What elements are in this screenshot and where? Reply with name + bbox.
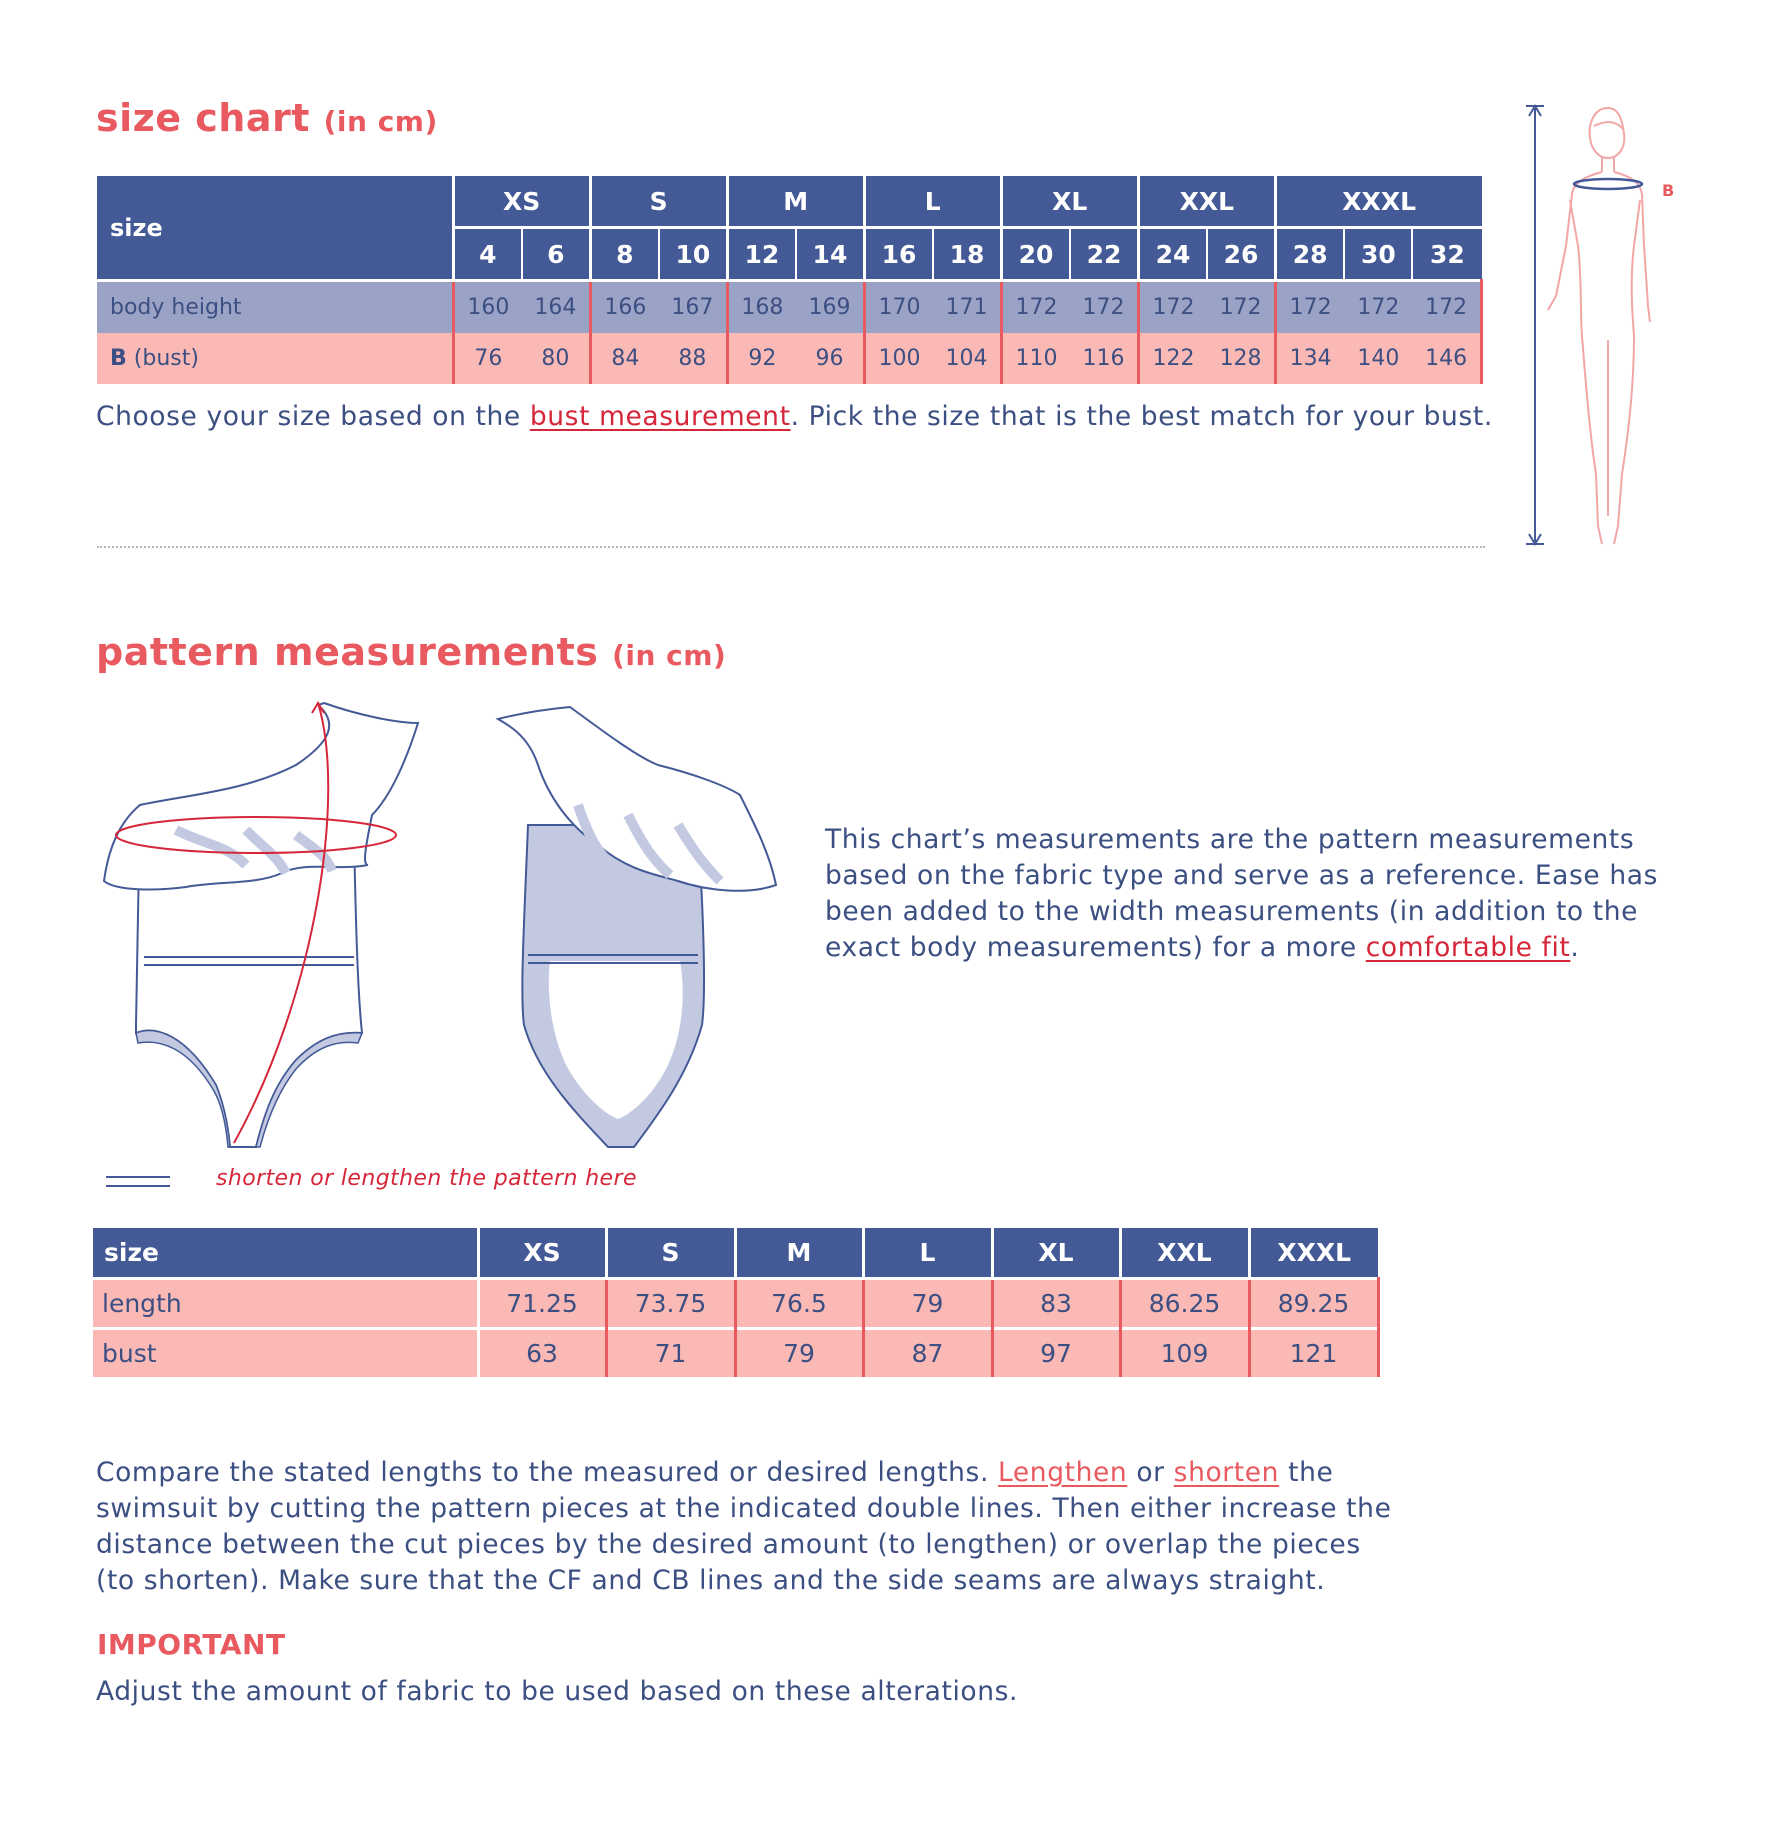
size-number: 26 [1207, 228, 1275, 281]
size-note-text-end: . Pick the size that is the best match for your bust. [790, 401, 1493, 432]
body-height-value: 172 [1070, 281, 1138, 334]
body-height-value: 164 [522, 281, 590, 334]
pattern-length-value: 89.25 [1249, 1279, 1378, 1329]
size-number: 18 [933, 228, 1001, 281]
size-group-xxxl: XXXL [1275, 176, 1481, 228]
bust-value: 116 [1070, 333, 1138, 384]
size-group-xxl: XXL [1138, 176, 1275, 228]
bust-line-icon [1574, 179, 1642, 189]
size-group-xl: XL [1001, 176, 1138, 228]
pattern-title-text: pattern measurements [96, 630, 599, 674]
body-figure-illustration [1510, 96, 1700, 556]
shorten-link[interactable]: shorten [1173, 1457, 1280, 1488]
pattern-length-value: 71.25 [478, 1279, 606, 1329]
pattern-bust-label: bust [93, 1329, 478, 1378]
size-number: 16 [864, 228, 933, 281]
section-divider [97, 546, 1485, 548]
size-group-xs: XS [453, 176, 590, 228]
compare-paragraph [96, 1455, 1396, 1599]
pattern-bust-value: 71 [606, 1329, 735, 1378]
bust-value: 128 [1207, 333, 1275, 384]
bust-value: 110 [1001, 333, 1070, 384]
woman-silhouette-icon [1548, 108, 1650, 544]
size-chart-title [96, 96, 438, 140]
pattern-length-row [93, 1279, 1378, 1329]
size-number: 22 [1070, 228, 1138, 281]
size-number: 20 [1001, 228, 1070, 281]
size-group-l: L [864, 176, 1001, 228]
pattern-bust-value: 79 [735, 1329, 863, 1378]
size-group-s: S [590, 176, 727, 228]
size-number: 24 [1138, 228, 1207, 281]
pattern-table-header [93, 1228, 1378, 1279]
bust-label-text: (bust) [133, 346, 199, 371]
pattern-bust-value: 121 [1249, 1329, 1378, 1378]
pattern-bust-row [93, 1329, 1378, 1378]
pattern-size-label: size [93, 1228, 478, 1279]
comfortable-fit-link[interactable]: comfortable fit [1365, 932, 1571, 963]
size-note-text: Choose your size based on the [96, 401, 530, 432]
height-arrow-icon [1526, 106, 1544, 544]
pattern-size-xxxl: XXXL [1249, 1228, 1378, 1279]
important-heading: IMPORTANT [97, 1628, 286, 1661]
important-text: Adjust the amount of fabric to be used based on these alterations. [96, 1676, 1019, 1707]
body-height-label: body height [97, 281, 453, 334]
compare-mid: or [1127, 1457, 1174, 1488]
size-number: 32 [1412, 228, 1481, 281]
body-height-value: 160 [453, 281, 522, 334]
size-number: 6 [522, 228, 590, 281]
pattern-size-l: L [863, 1228, 992, 1279]
pattern-bust-value: 87 [863, 1329, 992, 1378]
size-chart-title-unit: (in cm) [323, 105, 438, 138]
swimsuit-front-illustration [96, 695, 436, 1155]
body-height-value: 172 [1207, 281, 1275, 334]
body-height-value: 172 [1138, 281, 1207, 334]
size-number: 14 [796, 228, 864, 281]
lengthen-link[interactable]: Lengthen [998, 1457, 1128, 1488]
bust-row [97, 333, 1482, 384]
size-number: 12 [727, 228, 796, 281]
bust-value: 80 [522, 333, 590, 384]
bust-value: 96 [796, 333, 864, 384]
body-height-value: 172 [1275, 281, 1344, 334]
pattern-size-m: M [735, 1228, 863, 1279]
pattern-length-label: length [93, 1279, 478, 1329]
body-height-value: 170 [864, 281, 933, 334]
size-chart-table [97, 176, 1483, 384]
size-number: 10 [659, 228, 727, 281]
size-number: 8 [590, 228, 659, 281]
bust-value: 140 [1344, 333, 1412, 384]
pattern-length-value: 76.5 [735, 1279, 863, 1329]
pattern-description [825, 822, 1685, 966]
pattern-length-value: 73.75 [606, 1279, 735, 1329]
bust-value: 122 [1138, 333, 1207, 384]
pattern-description-text: This chart’s measurements are the pattern measurements based on the fabric type and serve as a reference. Ease has been added to the width measurements (in addition to the exact body measurements) for a more [825, 824, 1658, 963]
size-number: 4 [453, 228, 522, 281]
pattern-title-unit: (in cm) [612, 639, 727, 672]
bust-value: 100 [864, 333, 933, 384]
body-height-row [97, 281, 1482, 334]
pattern-bust-value: 109 [1120, 1329, 1249, 1378]
body-height-value: 168 [727, 281, 796, 334]
shorten-note: shorten or lengthen the pattern here [216, 1166, 637, 1191]
body-height-value: 167 [659, 281, 727, 334]
body-height-value: 172 [1001, 281, 1070, 334]
size-chart-title-text: size chart [96, 96, 310, 140]
size-number: 30 [1344, 228, 1412, 281]
pattern-size-xs: XS [478, 1228, 606, 1279]
pattern-title [96, 630, 726, 674]
pattern-size-s: S [606, 1228, 735, 1279]
bust-value: 84 [590, 333, 659, 384]
body-height-value: 169 [796, 281, 864, 334]
size-chart-group-row [97, 176, 1482, 228]
bust-value: 134 [1275, 333, 1344, 384]
bust-value: 146 [1412, 333, 1481, 384]
body-height-value: 166 [590, 281, 659, 334]
body-height-value: 172 [1344, 281, 1412, 334]
body-height-value: 172 [1412, 281, 1481, 334]
pattern-description-end: . [1570, 932, 1580, 963]
bust-value: 88 [659, 333, 727, 384]
pattern-length-value: 86.25 [1120, 1279, 1249, 1329]
size-chart-note [96, 399, 1516, 435]
bust-label-letter: B [110, 346, 127, 371]
pattern-size-xl: XL [992, 1228, 1120, 1279]
swimsuit-back-illustration [458, 695, 788, 1155]
double-line-legend-icon [106, 1172, 172, 1192]
pattern-length-value: 79 [863, 1279, 992, 1329]
size-group-m: M [727, 176, 864, 228]
pattern-length-value: 83 [992, 1279, 1120, 1329]
bust-value: 92 [727, 333, 796, 384]
bust-value: 76 [453, 333, 522, 384]
size-chart-size-label: size [97, 176, 453, 281]
body-height-value: 171 [933, 281, 1001, 334]
size-number: 28 [1275, 228, 1344, 281]
pattern-measurements-table [93, 1228, 1380, 1377]
pattern-size-xxl: XXL [1120, 1228, 1249, 1279]
bust-value: 104 [933, 333, 1001, 384]
figure-bust-label: B [1662, 181, 1675, 200]
pattern-bust-value: 97 [992, 1329, 1120, 1378]
compare-text: Compare the stated lengths to the measured or desired lengths. [96, 1457, 998, 1488]
bust-label [97, 333, 453, 384]
compare-text-end: the swimsuit by cutting the pattern pieces at the indicated double lines. Then either increase the distance between the cut pieces by the desired amount (to lengthen) or overlap the pieces (to shorten). Make sure that the CF and CB lines and the side seams are always straight. [96, 1457, 1392, 1596]
bust-measurement-link[interactable]: bust measurement [529, 401, 791, 432]
pattern-bust-value: 63 [478, 1329, 606, 1378]
